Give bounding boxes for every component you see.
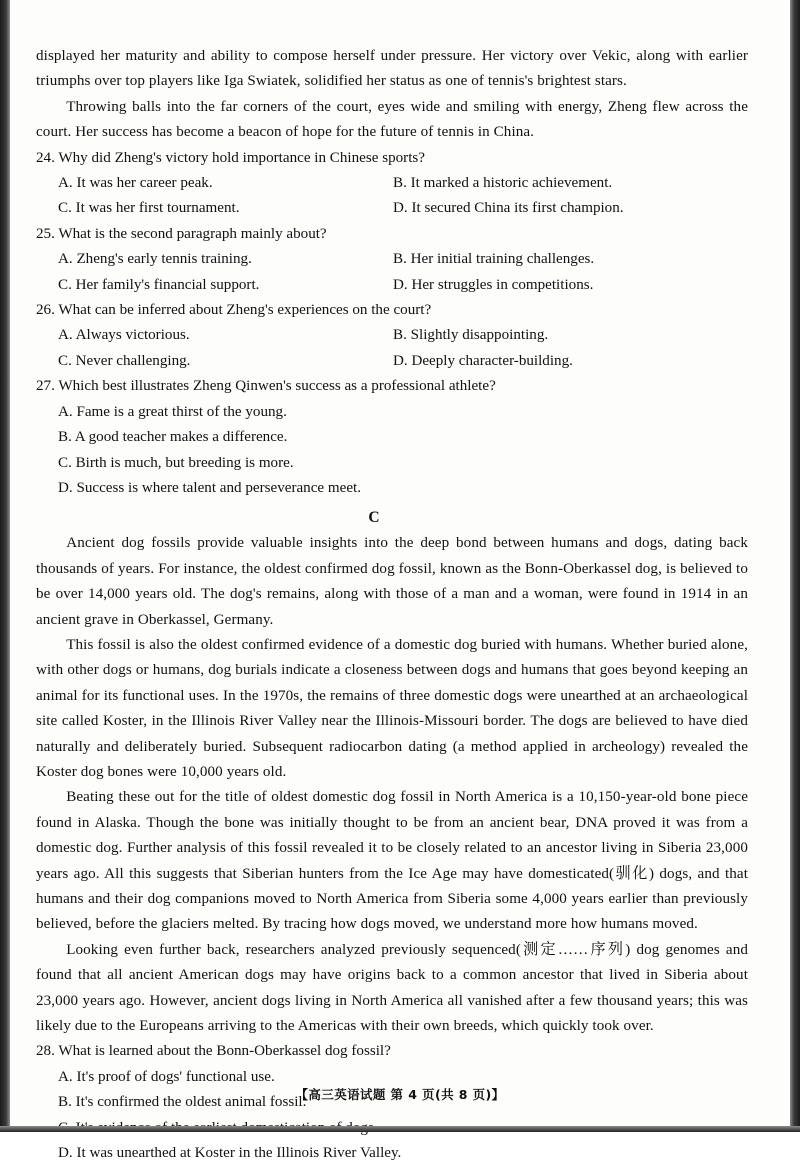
- scan-edge-band-right: [790, 0, 800, 1132]
- question-26-number: 26.: [36, 302, 55, 319]
- scan-edge-band-bottom: [0, 1126, 800, 1132]
- question-26-options-row-2: [36, 349, 748, 374]
- question-24-stem: [36, 146, 748, 171]
- question-26-option-d[interactable]: D. Deeply character-building.: [393, 352, 573, 369]
- question-26-option-c[interactable]: C. Never challenging.: [58, 352, 191, 369]
- section-c-heading: C: [368, 509, 380, 527]
- question-27-option-d[interactable]: D. Success is where talent and perseverance meet.: [58, 479, 362, 496]
- question-27-option-a[interactable]: A. Fame is a great thirst of the young.: [58, 403, 287, 420]
- question-27-stem: [36, 374, 748, 399]
- question-24-option-c[interactable]: C. It was her first tournament.: [58, 200, 240, 217]
- question-27-option-c[interactable]: C. Birth is much, but breeding is more.: [58, 454, 294, 471]
- question-28-text: What is learned about the Bonn-Oberkassel dog fossil?: [58, 1043, 391, 1060]
- question-25-option-c[interactable]: C. Her family's financial support.: [58, 276, 260, 293]
- question-25-stem: [36, 222, 748, 247]
- question-28-number: 28.: [36, 1043, 55, 1060]
- question-25-number: 25.: [36, 225, 55, 242]
- passage-b-paragraph-2: Throwing balls into the far corners of the court, eyes wide and smiling with energy, Zheng flew across the court. Her success has become a beacon of hope for the future of tennis in China.: [36, 98, 748, 141]
- question-27-number: 27.: [36, 378, 55, 395]
- question-28-stem: [36, 1039, 748, 1064]
- question-25-option-d[interactable]: D. Her struggles in competitions.: [393, 276, 594, 293]
- question-25-option-b[interactable]: B. Her initial training challenges.: [393, 251, 595, 268]
- question-27-option-b[interactable]: B. A good teacher makes a difference.: [58, 429, 288, 446]
- question-28-option-a[interactable]: A. It's proof of dogs' functional use.: [58, 1068, 275, 1085]
- section-c-paragraph-1: Ancient dog fossils provide valuable insights into the deep bond between humans and dogs, dating back thousands of years. For instance, the oldest confirmed dog fossil, known as the Bonn-Oberkassel dog, is believed to be over 14,000 years old. The dog's remains, along with those of a man and a woman, were found in 1914 in an ancient grave in Oberkassel, Germany.: [36, 535, 748, 628]
- question-24-option-a[interactable]: A. It was her career peak.: [58, 175, 213, 192]
- passage-b-paragraph-1: displayed her maturity and ability to compose herself under pressure. Her victory over Vekic, along with earlier triumphs over top players like Iga Swiatek, solidified her status as one of tennis's brightest stars.: [36, 48, 748, 90]
- question-26-option-b[interactable]: B. Slightly disappointing.: [393, 327, 549, 344]
- question-24-options-row-1: [36, 171, 748, 196]
- question-27-text: Which best illustrates Zheng Qinwen's success as a professional athlete?: [58, 378, 496, 395]
- question-25-options-row-1: [36, 247, 748, 272]
- question-25-text: What is the second paragraph mainly about?: [58, 225, 327, 242]
- scan-edge-band-left: [0, 0, 10, 1132]
- question-25-option-a[interactable]: A. Zheng's early tennis training.: [58, 251, 252, 268]
- question-28-option-d[interactable]: D. It was unearthed at Koster in the Illinois River Valley.: [58, 1145, 402, 1162]
- question-24-text: Why did Zheng's victory hold importance in Chinese sports?: [58, 149, 425, 166]
- page-content: [36, 44, 748, 1166]
- section-c-paragraph-2: This fossil is also the oldest confirmed evidence of a domestic dog buried with humans. Whether buried alone, with other dogs or humans, dog burials indicate a closeness between dogs and humans that goes beyond keeping an animal for its functional uses. In the 1970s, the remains of three domestic dogs were unearthed at an archaeological site called Koster, in the Illinois River Valley near the Illinois-Missouri border. The dogs are believed to have died naturally and deliberately buried. Subsequent radiocarbon dating (a method applied in archeology) revealed the Koster dog bones were 10,000 years old.: [36, 636, 748, 780]
- question-24-number: 24.: [36, 149, 55, 166]
- page-footer: 【高三英语试题 第 4 页(共 8 页)】: [295, 1087, 505, 1102]
- question-26-option-a[interactable]: A. Always victorious.: [58, 327, 190, 344]
- question-24-option-d[interactable]: D. It secured China its first champion.: [393, 200, 624, 217]
- question-28-option-b[interactable]: B. It's confirmed the oldest animal fossil.: [58, 1094, 307, 1111]
- question-26-stem: [36, 298, 748, 323]
- question-24-option-b[interactable]: B. It marked a historic achievement.: [393, 175, 613, 192]
- question-26-text: What can be inferred about Zheng's experiences on the court?: [58, 302, 432, 319]
- question-25-options-row-2: [36, 273, 748, 298]
- section-c-paragraph-3: Beating these out for the title of oldest domestic dog fossil in North America is a 10,150-year-old bone piece found in Alaska. Though the bone was initially thought to be from an ancient bear, DNA proved it was from a domestic dog. Further analysis of this fossil revealed it to be closely related to an ancestor living in Siberia 23,000 years ago. All this suggests that Siberian hunters from the Ice Age may have domesticated(驯化) dogs, and that humans and their dog companions moved to North America from Siberia some 4,000 years earlier than previously believed, before the glaciers melted. By tracing how dogs moved, we understand more how humans moved.: [36, 789, 748, 933]
- question-26-options-row-1: [36, 323, 748, 348]
- question-24-options-row-2: [36, 196, 748, 221]
- section-c-paragraph-4: Looking even further back, researchers analyzed previously sequenced(测定……序列) dog genomes and found that all ancient American dogs may have origins back to a common ancestor that lived in Siberia about 23,000 years ago. However, ancient dogs living in North America all vanished after a few thousand years; this was likely due to the Europeans arriving to the Americas with their own breeds, which quickly took over.: [36, 941, 748, 1035]
